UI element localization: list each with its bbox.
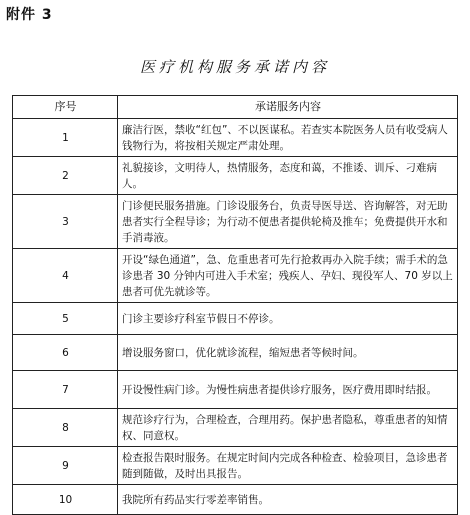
table-row	[13, 195, 458, 249]
row-number: 6	[13, 335, 118, 371]
row-content: 开设慢性病门诊。为慢性病患者提供诊疗服务，医疗费用即时结报。	[118, 371, 458, 409]
row-number: 9	[13, 447, 118, 485]
row-number: 8	[13, 409, 118, 447]
row-content: 增设服务窗口，优化就诊流程，缩短患者等候时间。	[118, 335, 458, 371]
table-row	[13, 335, 458, 371]
row-content: 检查报告限时服务。在规定时间内完成各种检查、检验项目，急诊患者随到随做，及时出具报告。	[118, 447, 458, 485]
row-content: 开设“绿色通道”，急、危重患者可先行抢救再办入院手续；需手术的急诊患者 30 分钟内可进入手术室；残疾人、孕妇、现役军人、70 岁以上患者可优先就诊等。	[118, 249, 458, 303]
row-content: 礼貌接诊，文明待人，热情服务，态度和蔼，不推诿、训斥、刁难病人。	[118, 157, 458, 195]
commitment-table	[12, 95, 458, 515]
row-content: 门诊便民服务措施。门诊设服务台，负责导医导送、咨询解答，对无助患者实行全程导诊；为行动不便患者提供轮椅及推车；免费提供开水和手消毒液。	[118, 195, 458, 249]
row-number: 5	[13, 303, 118, 335]
table-row	[13, 119, 458, 157]
table-row	[13, 485, 458, 515]
header-content: 承诺服务内容	[118, 96, 458, 119]
attachment-label: 附件 3	[6, 7, 53, 23]
table-row	[13, 157, 458, 195]
row-number: 1	[13, 119, 118, 157]
table-row	[13, 409, 458, 447]
table-header-row	[13, 96, 458, 119]
row-number: 2	[13, 157, 118, 195]
row-content: 门诊主要诊疗科室节假日不停诊。	[118, 303, 458, 335]
table-row	[13, 371, 458, 409]
row-content: 我院所有药品实行零差率销售。	[118, 485, 458, 515]
table-row	[13, 447, 458, 485]
row-number: 10	[13, 485, 118, 515]
document-title: 医疗机构服务承诺内容	[139, 58, 330, 76]
row-content: 廉洁行医，禁收“红包”、不以医谋私。若查实本院医务人员有收受病人钱物行为，将按相关规定严肃处理。	[118, 119, 458, 157]
row-number: 4	[13, 249, 118, 303]
row-number: 3	[13, 195, 118, 249]
row-content: 规范诊疗行为，合理检查，合理用药。保护患者隐私，尊重患者的知情权、同意权。	[118, 409, 458, 447]
header-number: 序号	[13, 96, 118, 119]
row-number: 7	[13, 371, 118, 409]
table-row	[13, 249, 458, 303]
table-row	[13, 303, 458, 335]
